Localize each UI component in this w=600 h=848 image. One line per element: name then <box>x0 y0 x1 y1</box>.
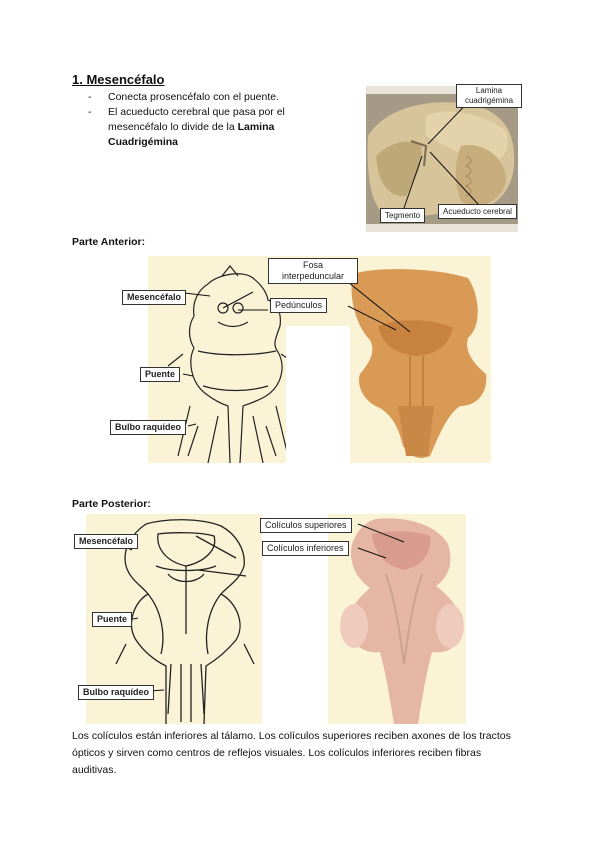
anterior-diagram <box>148 256 491 463</box>
label-coliculos-superiores: Colículos superiores <box>260 518 352 533</box>
label-anterior-mesencefalo: Mesencéfalo <box>122 290 186 305</box>
section-title: 1. Mesencéfalo <box>72 72 165 87</box>
bullet-dash: - <box>88 106 92 118</box>
label-anterior-puente: Puente <box>140 367 180 382</box>
body-paragraph: Los colículos están inferiores al tálamo. Los colículos superiores reciben axones de los tractos ópticos y sirven como centros de reflejos visuales. Los colículos inferiores reciben fibras auditivas. <box>72 730 511 776</box>
label-posterior-bulbo: Bulbo raquídeo <box>78 685 154 700</box>
bullet-text: Conecta prosencéfalo con el puente. <box>108 91 280 103</box>
bullet-dash: - <box>88 91 92 103</box>
label-tegmento: Tegmento <box>380 208 425 223</box>
bullet-text: El acueducto cerebral que pasa por el mesencéfalo lo divide de la <box>108 106 285 133</box>
anterior-figure <box>148 256 491 463</box>
bullet-item-2 <box>88 105 333 150</box>
bullet-list <box>88 90 333 150</box>
anterior-heading: Parte Anterior: <box>72 236 146 248</box>
posterior-heading: Parte Posterior: <box>72 498 151 510</box>
label-coliculos-inferiores: Colículos inferiores <box>262 541 349 556</box>
label-posterior-mesencefalo: Mesencéfalo <box>74 534 138 549</box>
anterior-specimen-photo <box>352 269 487 458</box>
label-acueducto-cerebral: Acueducto cerebral <box>438 204 517 219</box>
bullet-bold-term: Lamina Cuadrigémina <box>108 121 275 148</box>
label-pedunculos: Pedúnculos <box>270 298 327 313</box>
label-fosa-interpeduncular: Fosa interpeduncular <box>268 258 358 284</box>
label-lamina-cuadrigemina: Lamina cuadrigémina <box>456 84 522 108</box>
bullet-item-1 <box>88 90 333 105</box>
label-posterior-puente: Puente <box>92 612 132 627</box>
posterior-specimen-photo <box>340 518 464 724</box>
label-anterior-bulbo: Bulbo raquídeo <box>110 420 186 435</box>
